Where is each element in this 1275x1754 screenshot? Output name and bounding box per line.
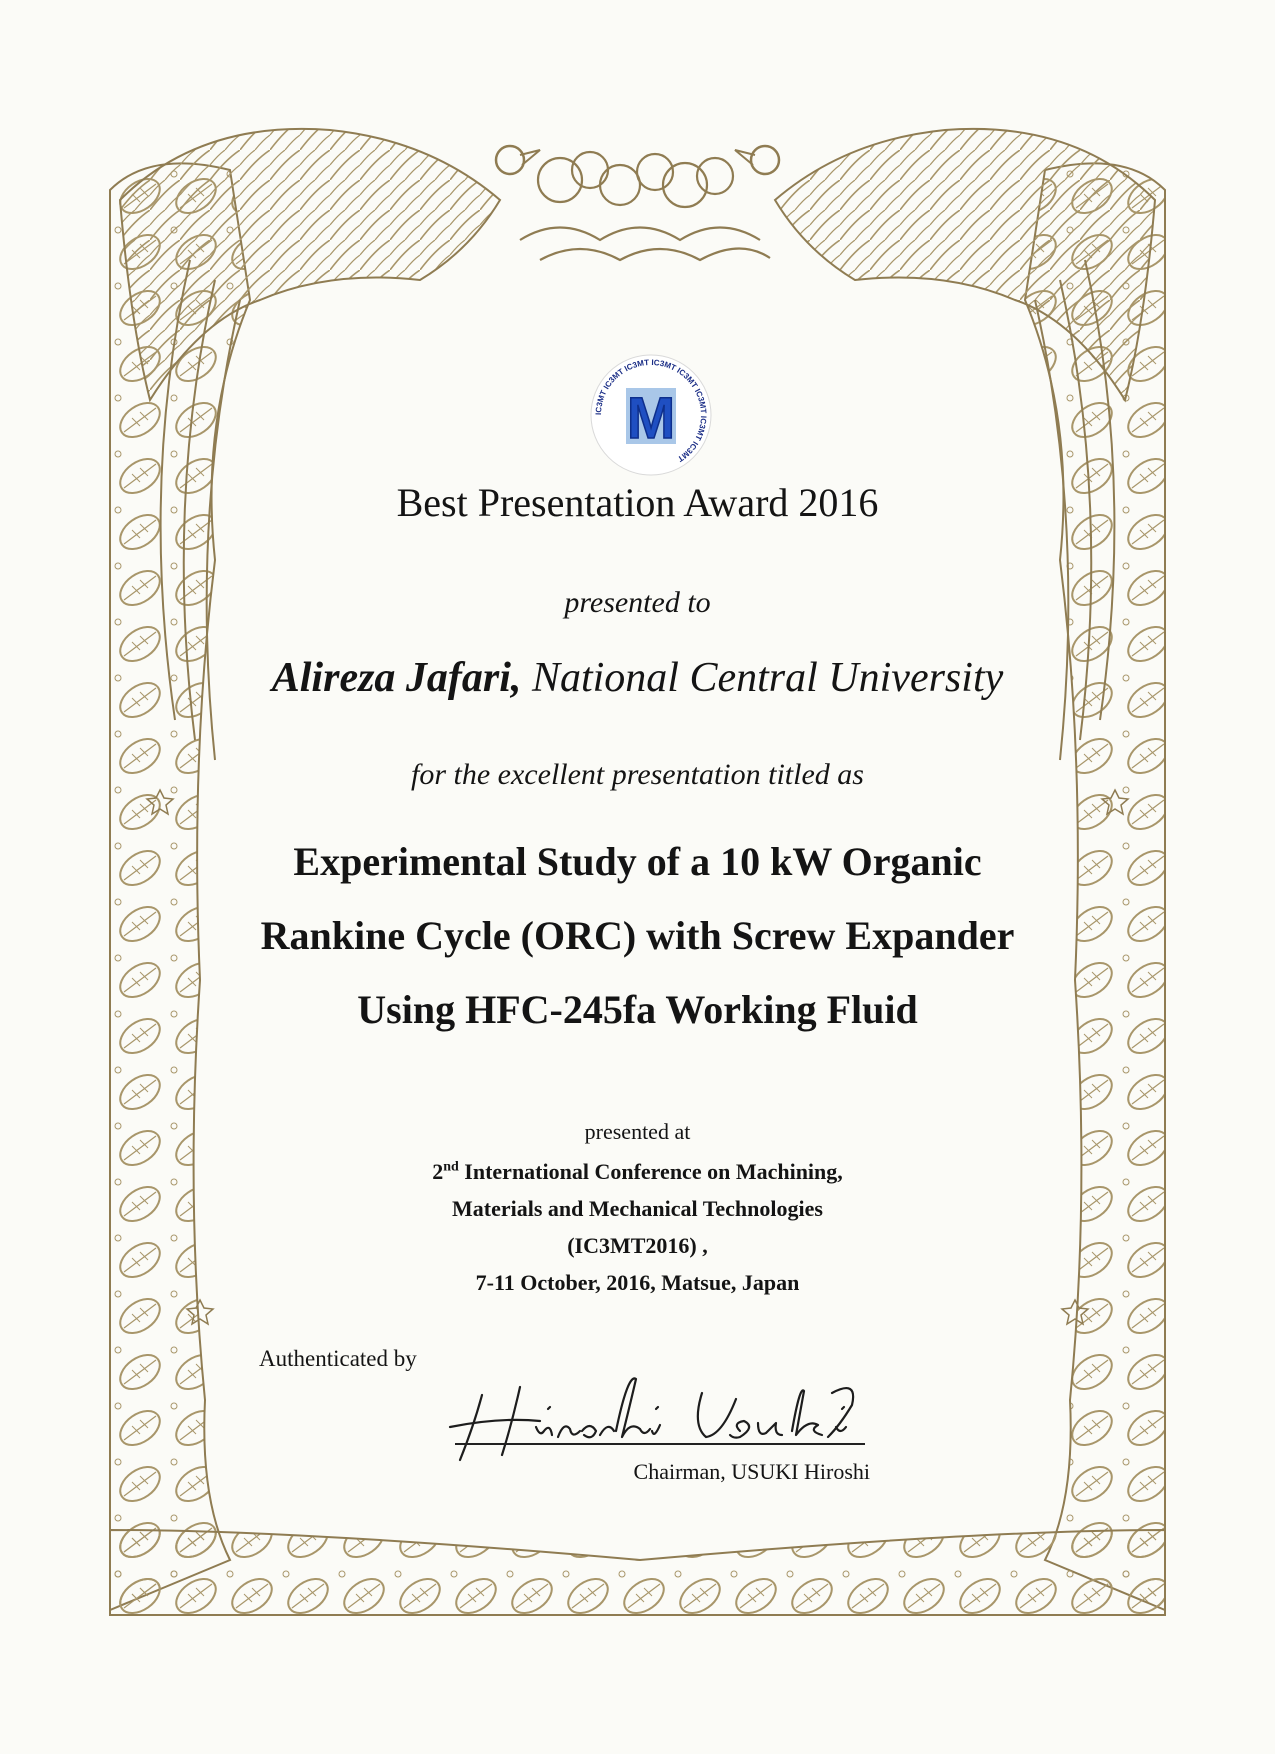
conference-seal-logo [586, 350, 716, 480]
paper-title-line: Rankine Cycle (ORC) with Screw Expander [260, 913, 1015, 958]
conference-ordinal-suffix: nd [443, 1159, 459, 1175]
paper-title [0, 825, 1275, 1047]
conference-name-part-1: International Conference on Machining, [458, 1159, 843, 1184]
authenticated-by-label: Authenticated by [259, 1346, 417, 1371]
conference-line-3: (IC3MT2016) , [567, 1233, 708, 1258]
conference-ordinal: 2 [432, 1159, 444, 1184]
conference-details [0, 1153, 1275, 1301]
conference-line-4: 7-11 October, 2016, Matsue, Japan [475, 1270, 800, 1295]
for-presentation-label: for the excellent presentation titled as [411, 758, 864, 791]
signature-line [455, 1443, 865, 1445]
conference-line-1 [0, 1153, 1275, 1190]
seal-ring-text: IC3MT IC3MT IC3MT IC3MT IC3MT IC3MT IC3MT IC3MT [593, 357, 709, 464]
recipient-name: Alireza Jafari, [271, 655, 522, 701]
recipient-affiliation: National Central University [521, 655, 1004, 701]
paper-title-line: Experimental Study of a 10 kW Organic [293, 839, 982, 884]
recipient-line [0, 652, 1275, 704]
presented-to-label: presented to [564, 586, 711, 619]
signatory-name: Chairman, USUKI Hiroshi [633, 1459, 870, 1484]
seal-letter: M [626, 386, 676, 451]
handwritten-signature [440, 1365, 880, 1465]
award-title: Best Presentation Award 2016 [396, 480, 879, 525]
conference-line-2: Materials and Mechanical Technologies [452, 1196, 823, 1221]
presented-at-label: presented at [584, 1119, 691, 1144]
paper-title-line: Using HFC-245fa Working Fluid [357, 987, 918, 1032]
